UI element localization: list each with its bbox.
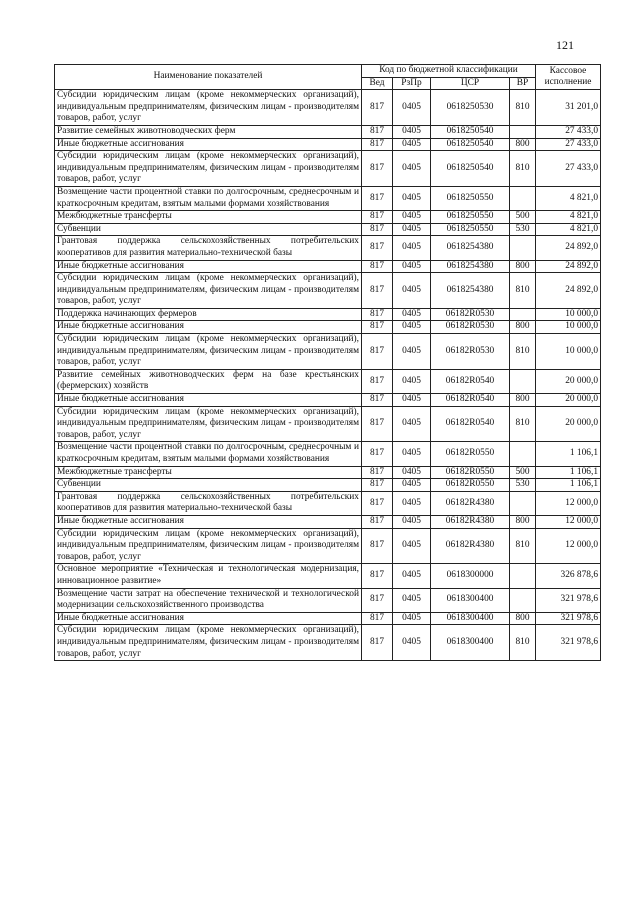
row-amount: 321 978,6 [536,588,601,612]
row-amount: 24 892,0 [536,236,601,260]
row-rzpr: 0405 [393,151,431,187]
row-csr: 0618300000 [431,564,510,588]
header-ved: Вед [362,77,393,90]
row-vr: 810 [510,90,536,126]
row-ved: 817 [362,394,393,407]
row-ved: 817 [362,528,393,564]
row-name: Субсидии юридическим лицам (кроме некоммерческих организаций), индивидуальным предпринимателям, физическим лицам - производителям товаров, работ, услуг [55,528,362,564]
row-name: Возмещение части процентной ставки по долгосрочным, среднесрочным и краткосрочным кредитам, взятым малыми формами хозяйствования [55,442,362,466]
row-name: Иные бюджетные ассигнования [55,394,362,407]
row-name: Субсидии юридическим лицам (кроме некоммерческих организаций), индивидуальным предпринимателям, физическим лицам - производителям товаров, работ, услуг [55,625,362,661]
table-row [55,125,601,138]
row-name: Субсидии юридическим лицам (кроме некоммерческих организаций), индивидуальным предпринимателям, физическим лицам - производителям товаров, работ, услуг [55,406,362,442]
row-csr: 06182R0540 [431,394,510,407]
row-vr [510,491,536,515]
row-csr: 06182R0540 [431,369,510,393]
row-name: Субсидии юридическим лицам (кроме некоммерческих организаций), индивидуальным предпринимателям, физическим лицам - производителям товаров, работ, услуг [55,334,362,370]
row-csr: 0618250550 [431,186,510,210]
row-vr: 810 [510,273,536,309]
row-csr: 0618254380 [431,236,510,260]
table-row [55,564,601,588]
row-vr: 800 [510,138,536,151]
header-cash: Кассовое исполнение [536,65,601,90]
row-vr: 810 [510,406,536,442]
row-vr [510,125,536,138]
table-row [55,394,601,407]
row-ved: 817 [362,625,393,661]
row-vr [510,186,536,210]
row-csr: 0618300400 [431,625,510,661]
row-vr: 800 [510,321,536,334]
row-vr: 500 [510,211,536,224]
row-vr [510,564,536,588]
row-rzpr: 0405 [393,223,431,236]
row-csr: 0618250530 [431,90,510,126]
header-rzpr: РзПр [393,77,431,90]
table-row [55,369,601,393]
table-row [55,515,601,528]
row-amount: 4 821,0 [536,186,601,210]
row-name: Межбюджетные трансферты [55,466,362,479]
row-name: Иные бюджетные ассигнования [55,612,362,625]
header-vr: ВР [510,77,536,90]
table-row [55,223,601,236]
row-name: Возмещение части процентной ставки по долгосрочным, среднесрочным и краткосрочным кредитам, взятым малыми формами хозяйствования [55,186,362,210]
row-amount: 10 000,0 [536,308,601,321]
table-row [55,151,601,187]
row-vr: 810 [510,334,536,370]
row-amount: 31 201,0 [536,90,601,126]
table-row [55,479,601,492]
row-ved: 817 [362,515,393,528]
table-row [55,138,601,151]
row-name: Поддержка начинающих фермеров [55,308,362,321]
row-ved: 817 [362,588,393,612]
row-csr: 0618300400 [431,588,510,612]
row-vr [510,588,536,612]
row-ved: 817 [362,466,393,479]
header-csr: ЦСР [431,77,510,90]
row-name: Субвенции [55,479,362,492]
row-vr: 800 [510,515,536,528]
row-vr: 800 [510,612,536,625]
row-amount: 326 878,6 [536,564,601,588]
row-csr: 06182R0540 [431,406,510,442]
header-code-group: Код по бюджетной классификации [362,65,536,78]
row-ved: 817 [362,321,393,334]
table-row [55,442,601,466]
row-rzpr: 0405 [393,612,431,625]
table-row [55,334,601,370]
row-csr: 0618300400 [431,612,510,625]
row-name: Иные бюджетные ассигнования [55,138,362,151]
row-amount: 321 978,6 [536,625,601,661]
row-ved: 817 [362,223,393,236]
row-csr: 06182R0550 [431,442,510,466]
row-ved: 817 [362,186,393,210]
row-vr [510,369,536,393]
row-csr: 0618250540 [431,125,510,138]
row-ved: 817 [362,90,393,126]
row-amount: 27 433,0 [536,125,601,138]
row-amount: 10 000,0 [536,334,601,370]
table-row [55,90,601,126]
row-vr [510,442,536,466]
row-name: Грантовая поддержка сельскохозяйственных потребительских кооперативов для развития материально-технической базы [55,236,362,260]
row-amount: 20 000,0 [536,406,601,442]
row-vr: 530 [510,479,536,492]
row-amount: 1 106,1 [536,442,601,466]
row-ved: 817 [362,125,393,138]
row-rzpr: 0405 [393,406,431,442]
row-amount: 27 433,0 [536,138,601,151]
row-name: Развитие семейных животноводческих ферм [55,125,362,138]
row-name: Иные бюджетные ассигнования [55,515,362,528]
table-row [55,186,601,210]
table-row [55,211,601,224]
row-ved: 817 [362,260,393,273]
row-amount: 1 106,1 [536,479,601,492]
row-amount: 4 821,0 [536,211,601,224]
row-csr: 0618250540 [431,151,510,187]
row-amount: 20 000,0 [536,369,601,393]
row-name: Субвенции [55,223,362,236]
table-row [55,528,601,564]
row-amount: 12 000,0 [536,528,601,564]
row-ved: 817 [362,273,393,309]
row-name: Иные бюджетные ассигнования [55,260,362,273]
table-row [55,321,601,334]
row-vr: 810 [510,151,536,187]
row-amount: 12 000,0 [536,515,601,528]
row-amount: 24 892,0 [536,260,601,273]
row-ved: 817 [362,236,393,260]
row-rzpr: 0405 [393,369,431,393]
row-rzpr: 0405 [393,564,431,588]
row-rzpr: 0405 [393,125,431,138]
row-vr: 810 [510,625,536,661]
row-rzpr: 0405 [393,321,431,334]
row-csr: 0618254380 [431,260,510,273]
row-rzpr: 0405 [393,138,431,151]
row-ved: 817 [362,138,393,151]
row-csr: 06182R4380 [431,491,510,515]
row-ved: 817 [362,369,393,393]
row-csr: 0618250540 [431,138,510,151]
row-amount: 27 433,0 [536,151,601,187]
row-ved: 817 [362,612,393,625]
row-rzpr: 0405 [393,588,431,612]
header-name: Наименование показателей [55,65,362,90]
budget-table [54,64,601,661]
row-name: Грантовая поддержка сельскохозяйственных потребительских кооперативов для развития материально-технической базы [55,491,362,515]
table-row [55,308,601,321]
row-rzpr: 0405 [393,466,431,479]
table-row [55,260,601,273]
row-rzpr: 0405 [393,90,431,126]
row-ved: 817 [362,564,393,588]
page-number: 121 [556,38,574,52]
row-csr: 0618250550 [431,223,510,236]
row-rzpr: 0405 [393,273,431,309]
row-csr: 06182R0550 [431,466,510,479]
row-name: Развитие семейных животноводческих ферм на базе крестьянских (фермерских) хозяйств [55,369,362,393]
row-rzpr: 0405 [393,528,431,564]
row-name: Возмещение части затрат на обеспечение технической и технологической модернизации сельскохозяйственного производства [55,588,362,612]
row-csr: 06182R0530 [431,308,510,321]
row-amount: 12 000,0 [536,491,601,515]
row-ved: 817 [362,211,393,224]
table-row [55,588,601,612]
table-row [55,612,601,625]
row-csr: 06182R4380 [431,528,510,564]
row-name: Основное мероприятие «Техническая и технологическая модернизация, инновационное развитие» [55,564,362,588]
row-rzpr: 0405 [393,491,431,515]
row-vr: 800 [510,260,536,273]
row-rzpr: 0405 [393,236,431,260]
row-rzpr: 0405 [393,211,431,224]
row-vr [510,308,536,321]
row-rzpr: 0405 [393,334,431,370]
row-ved: 817 [362,308,393,321]
row-name: Субсидии юридическим лицам (кроме некоммерческих организаций), индивидуальным предпринимателям, физическим лицам - производителям товаров, работ, услуг [55,273,362,309]
table-row [55,491,601,515]
row-name: Иные бюджетные ассигнования [55,321,362,334]
table-row [55,406,601,442]
row-amount: 24 892,0 [536,273,601,309]
row-rzpr: 0405 [393,479,431,492]
row-rzpr: 0405 [393,186,431,210]
row-vr: 810 [510,528,536,564]
row-name: Межбюджетные трансферты [55,211,362,224]
row-csr: 0618254380 [431,273,510,309]
row-vr: 500 [510,466,536,479]
row-rzpr: 0405 [393,625,431,661]
table-row [55,236,601,260]
row-rzpr: 0405 [393,515,431,528]
row-csr: 0618250550 [431,211,510,224]
table-row [55,273,601,309]
table-body [55,90,601,661]
row-name: Субсидии юридическим лицам (кроме некоммерческих организаций), индивидуальным предпринимателям, физическим лицам - производителям товаров, работ, услуг [55,90,362,126]
row-rzpr: 0405 [393,260,431,273]
row-vr [510,236,536,260]
row-csr: 06182R0530 [431,321,510,334]
row-ved: 817 [362,491,393,515]
row-vr: 800 [510,394,536,407]
table-row [55,625,601,661]
row-ved: 817 [362,442,393,466]
row-csr: 06182R4380 [431,515,510,528]
row-csr: 06182R0550 [431,479,510,492]
row-ved: 817 [362,479,393,492]
row-amount: 1 106,1 [536,466,601,479]
row-amount: 20 000,0 [536,394,601,407]
row-rzpr: 0405 [393,442,431,466]
row-vr: 530 [510,223,536,236]
row-name: Субсидии юридическим лицам (кроме некоммерческих организаций), индивидуальным предпринимателям, физическим лицам - производителям товаров, работ, услуг [55,151,362,187]
row-csr: 06182R0530 [431,334,510,370]
row-ved: 817 [362,406,393,442]
row-amount: 4 821,0 [536,223,601,236]
table-row [55,466,601,479]
header-row [55,65,601,78]
row-ved: 817 [362,151,393,187]
row-rzpr: 0405 [393,308,431,321]
row-amount: 10 000,0 [536,321,601,334]
row-rzpr: 0405 [393,394,431,407]
row-ved: 817 [362,334,393,370]
row-amount: 321 978,6 [536,612,601,625]
